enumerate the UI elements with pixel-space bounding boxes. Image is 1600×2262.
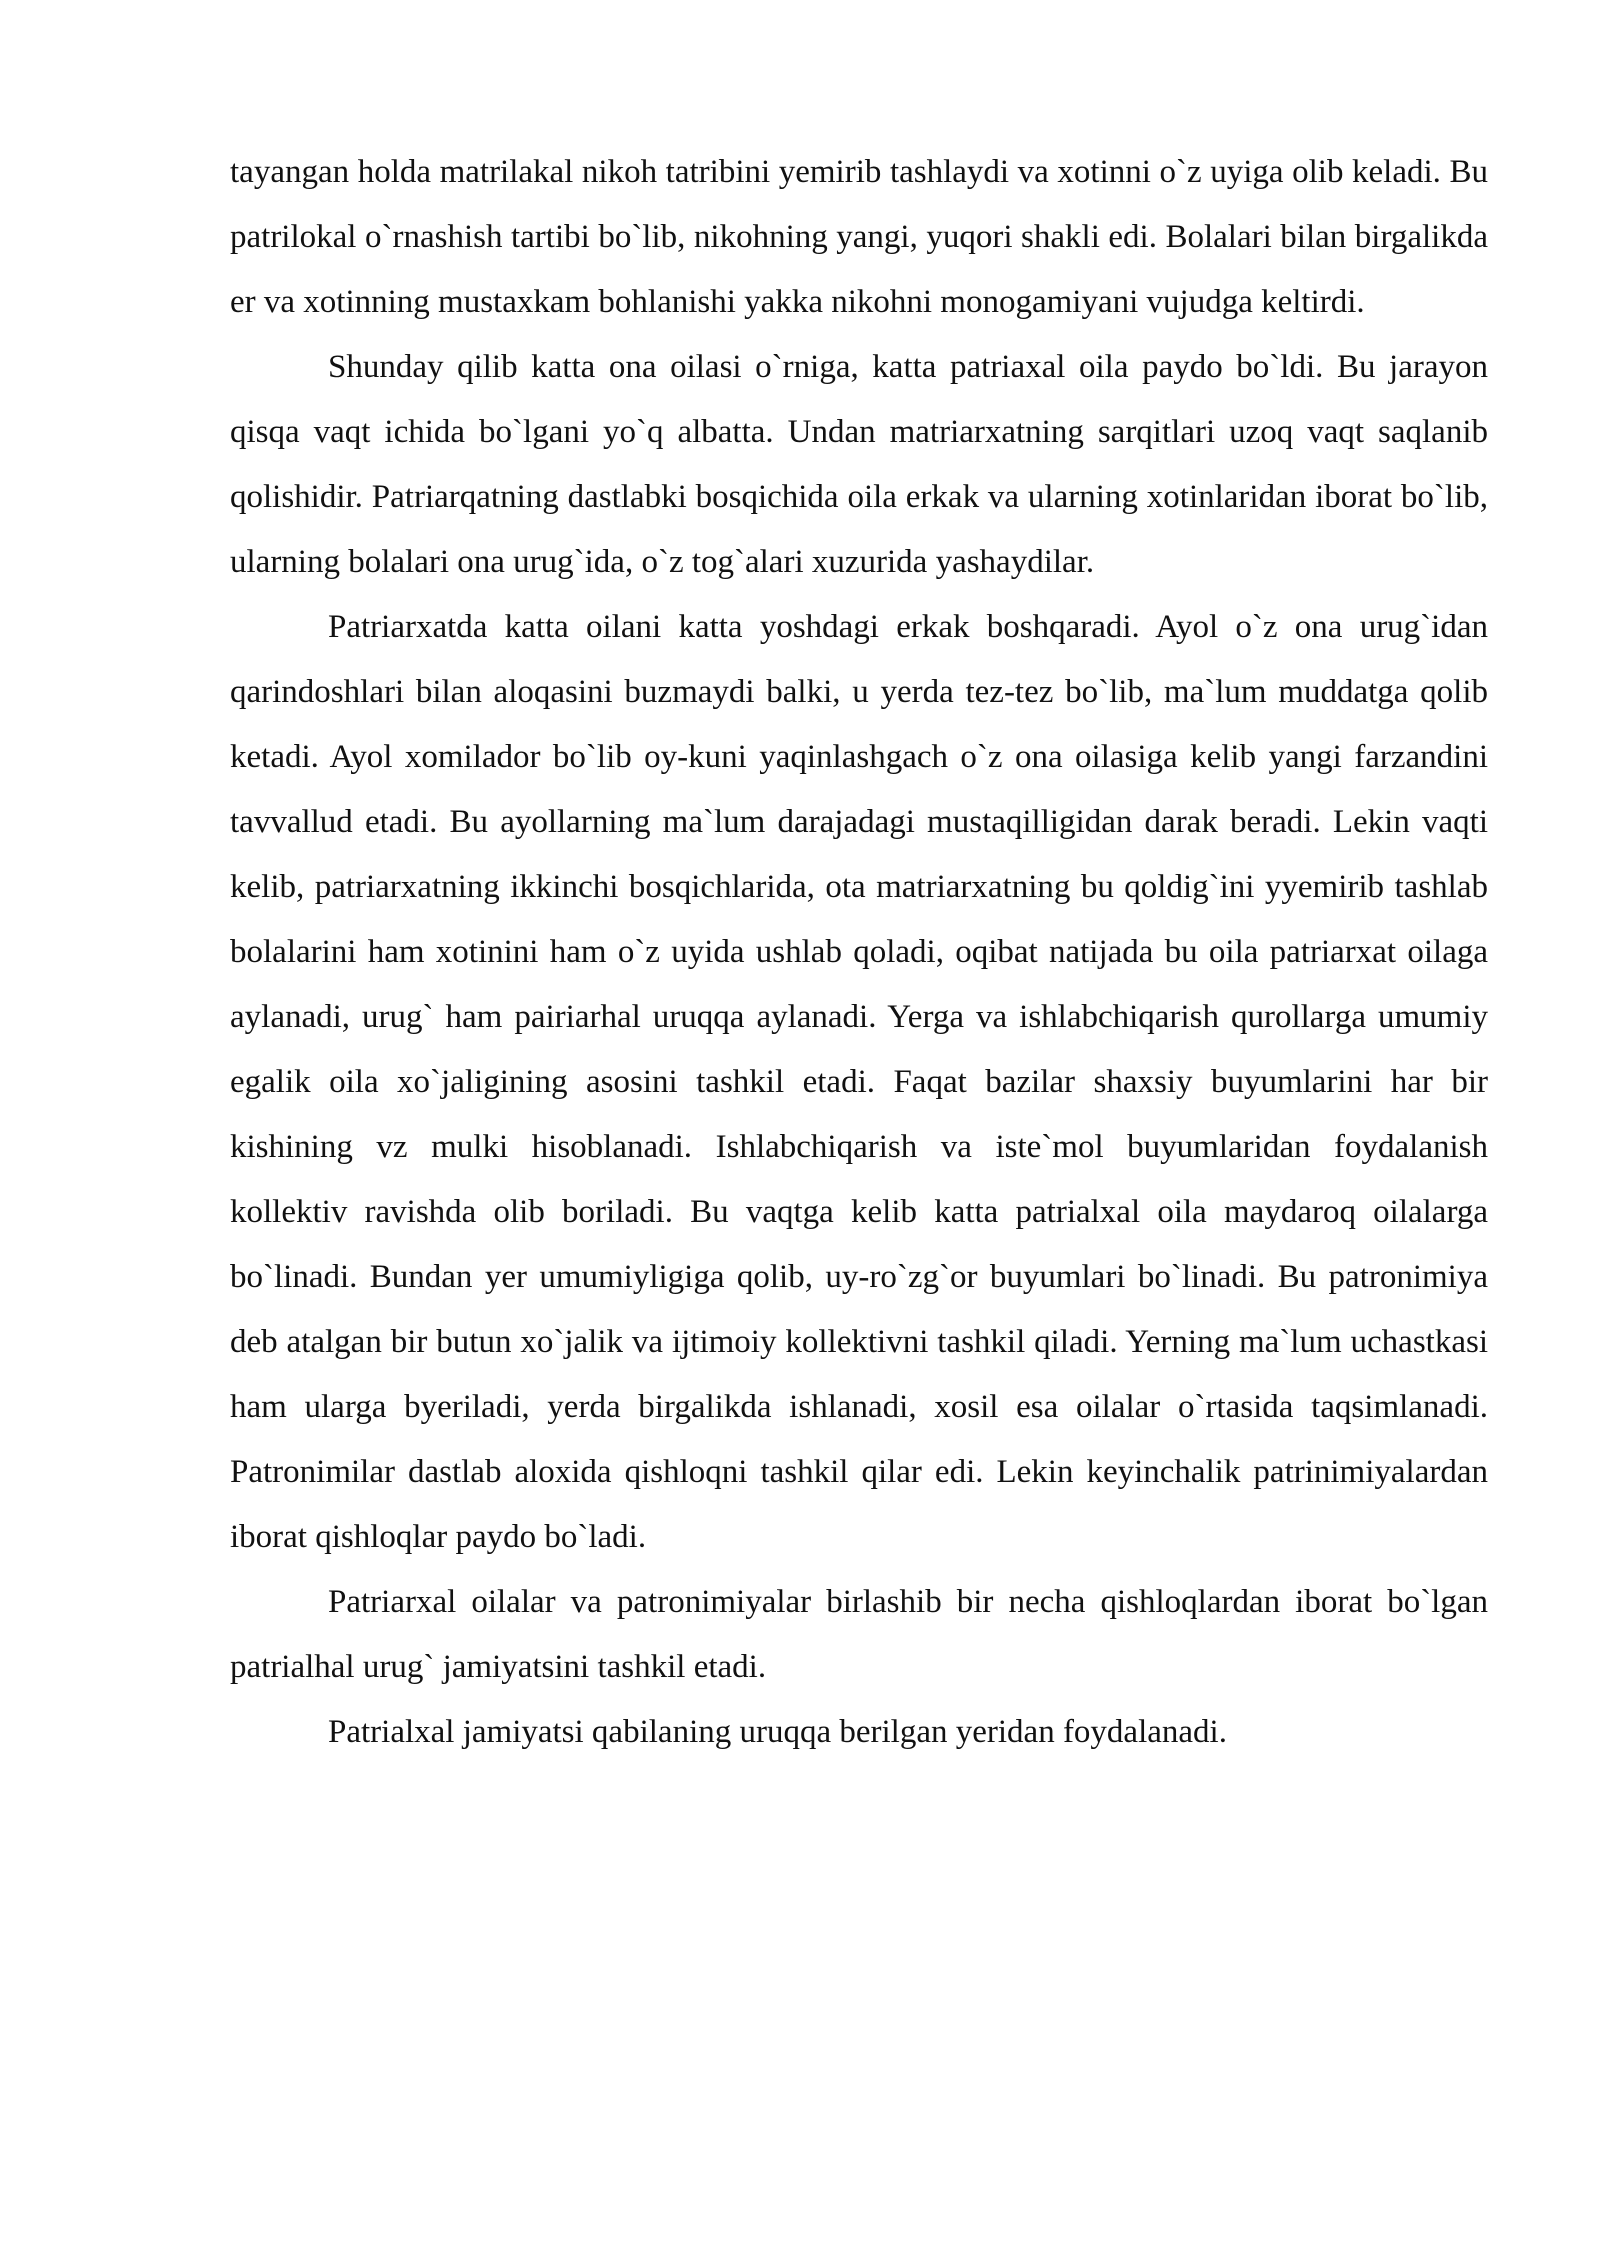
paragraph-4: Patriarxal oilalar va patronimiyalar birlashib bir necha qishloqlardan iborat bo`lgan patrialhal urug` jamiyatsini tashkil etadi. <box>230 1584 1488 1685</box>
paragraph-5: Patrialxal jamiyatsi qabilaning uruqqa berilgan yeridan foydalanadi. <box>328 1714 1227 1750</box>
paragraph-3: Patriarxatda katta oilani katta yoshdagi erkak boshqaradi. Ayol o`z ona urug`idan qarindoshlari bilan aloqasini buzmaydi balki, u yerda tez-tez bo`lib, ma`lum muddatga qolib ketadi. Ayol xomilador bo`lib oy-kuni yaqinlashgach o`z ona oilasiga kelib yangi farzandini tavvallud etadi. Bu ayollarning ma`lum darajadagi mustaqilligidan darak beradi. Lekin vaqti kelib, patriarxatning ikkinchi bosqichlarida, ota matriarxatning bu qoldig`ini yyemirib tashlab bolalarini ham xotinini ham o`z uyida ushlab qoladi, oqibat natijada bu oila patriarxat oilaga aylanadi, urug` ham pairiarhal uruqqa aylanadi. Yerga va ishlabchiqarish qurollarga umumiy egalik oila xo`jaligining asosini tashkil etadi. Faqat bazilar shaxsiy buyumlarini har bir kishining vz mulki hisoblanadi. Ishlabchiqarish va iste`mol buyumlaridan foydalanish kollektiv ravishda olib boriladi. Bu vaqtga kelib katta patrialxal oila maydaroq oilalarga bo`linadi. Bundan yer umumiyligiga qolib, uy-ro`zg`or buyumlari bo`linadi. Bu patronimiya deb atalgan bir butun xo`jalik va ijtimoiy kollektivni tashkil qiladi. Yerning ma`lum uchastkasi ham ularga byeriladi, yerda birgalikda ishlanadi, xosil esa oilalar o`rtasida taqsimlanadi. Patronimilar dastlab aloxida qishloqni tashkil qilar edi. Lekin keyinchalik patrinimiyalardan iborat qishloqlar paydo bo`ladi. <box>230 609 1488 1555</box>
document-body <box>230 140 1488 1765</box>
paragraph-1: tayangan holda matrilakal nikoh tatribini yemirib tashlaydi va xotinni o`z uyiga olib keladi. Bu patrilokal o`rnashish tartibi bo`lib, nikohning yangi, yuqori shakli edi. Bolalari bilan birgalikda er va xotinning mustaxkam bohlanishi yakka nikohni monogamiyani vujudga keltirdi. <box>230 154 1488 320</box>
paragraph-2: Shunday qilib katta ona oilasi o`rniga, katta patriaxal oila paydo bo`ldi. Bu jarayon qisqa vaqt ichida bo`lgani yo`q albatta. Undan matriarxatning sarqitlari uzoq vaqt saqlanib qolishidir. Patriarqatning dastlabki bosqichida oila erkak va ularning xotinlaridan iborat bo`lib, ularning bolalari ona urug`ida, o`z tog`alari xuzurida yashaydilar. <box>230 349 1488 580</box>
